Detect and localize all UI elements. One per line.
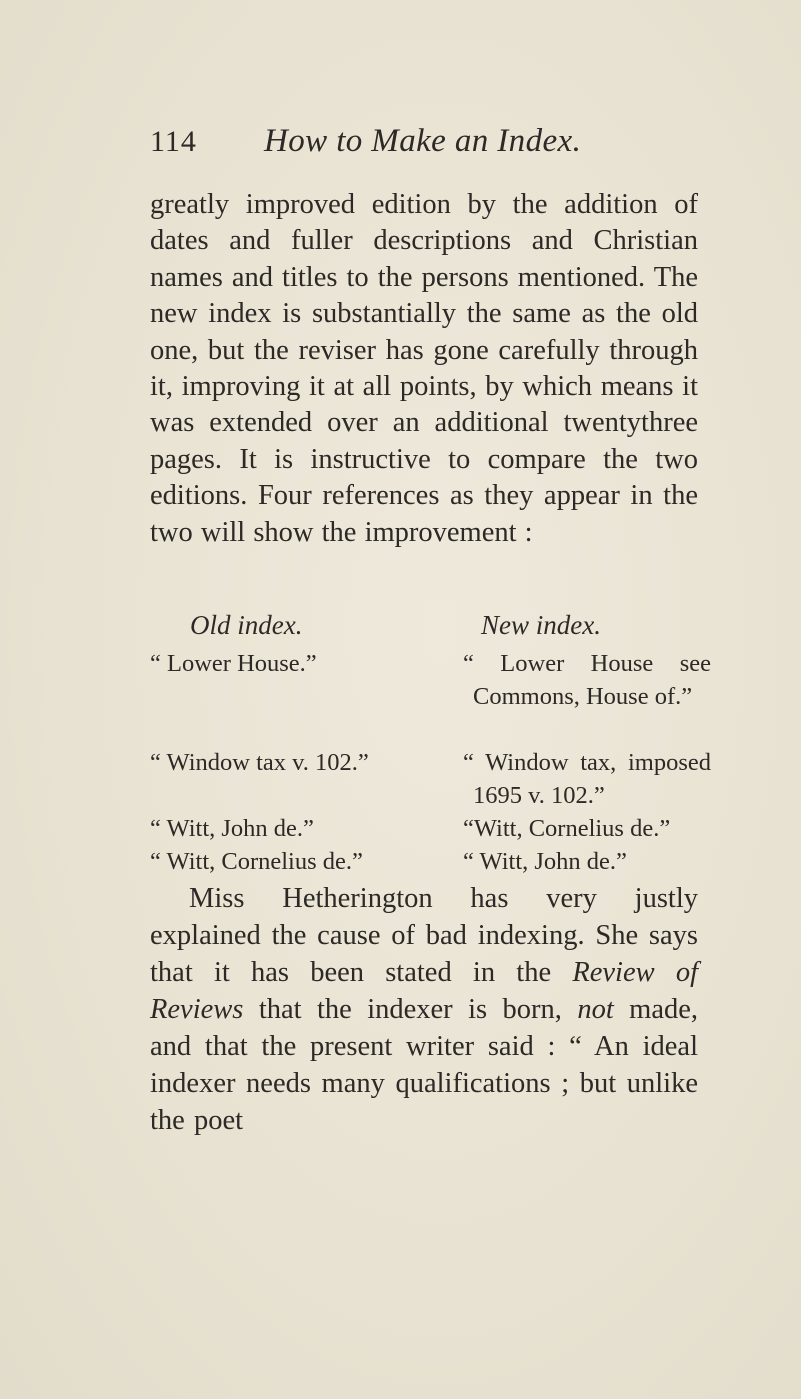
- new-index-entry: “Witt, Cornelius de.”: [463, 815, 671, 842]
- page-number: 114: [150, 125, 197, 158]
- new-index-entry: “ Witt, John de.”: [463, 848, 627, 875]
- old-index-entry: “ Witt, Cornelius de.”: [150, 848, 363, 875]
- new-index-heading: New index.: [481, 610, 601, 640]
- body-paragraph-2: [150, 880, 698, 1139]
- old-index-entry: “ Window tax v. 102.”: [150, 749, 369, 776]
- paragraph-text: that the indexer is born,: [243, 994, 578, 1025]
- new-index-entry: “ Lower House see Commons, House of.”: [463, 650, 711, 710]
- paragraph-text: Miss Hetherington has very justly explained the cause of bad indexing. She says that it has been stated in the: [150, 883, 698, 988]
- paragraph-text: made, and that the present writer said : “ An ideal indexer needs many qualifications ; but unlike the poet: [150, 994, 698, 1136]
- old-index-heading: Old index.: [190, 610, 303, 640]
- running-title: How to Make an Index.: [264, 123, 582, 159]
- emphasis-word: not: [577, 994, 614, 1025]
- old-index-entry: “ Lower House.”: [150, 650, 317, 677]
- body-paragraph-1: greatly improved edition by the addition of dates and fuller descriptions and Christian names and titles to the persons mentioned. The new index is substantially the same as the old one, but the reviser has gone carefully through it, improving it at all points, by which means it was extended over an additional twentythree pages. It is instructive to compare the two editions. Four references as they appear in the two will show the improvement :: [150, 189, 698, 548]
- publication-title: Review of Reviews: [150, 957, 698, 1025]
- page-header: [150, 125, 710, 173]
- new-index-entry: “ Window tax, imposed 1695 v. 102.”: [463, 749, 711, 809]
- old-index-entry: “ Witt, John de.”: [150, 815, 314, 842]
